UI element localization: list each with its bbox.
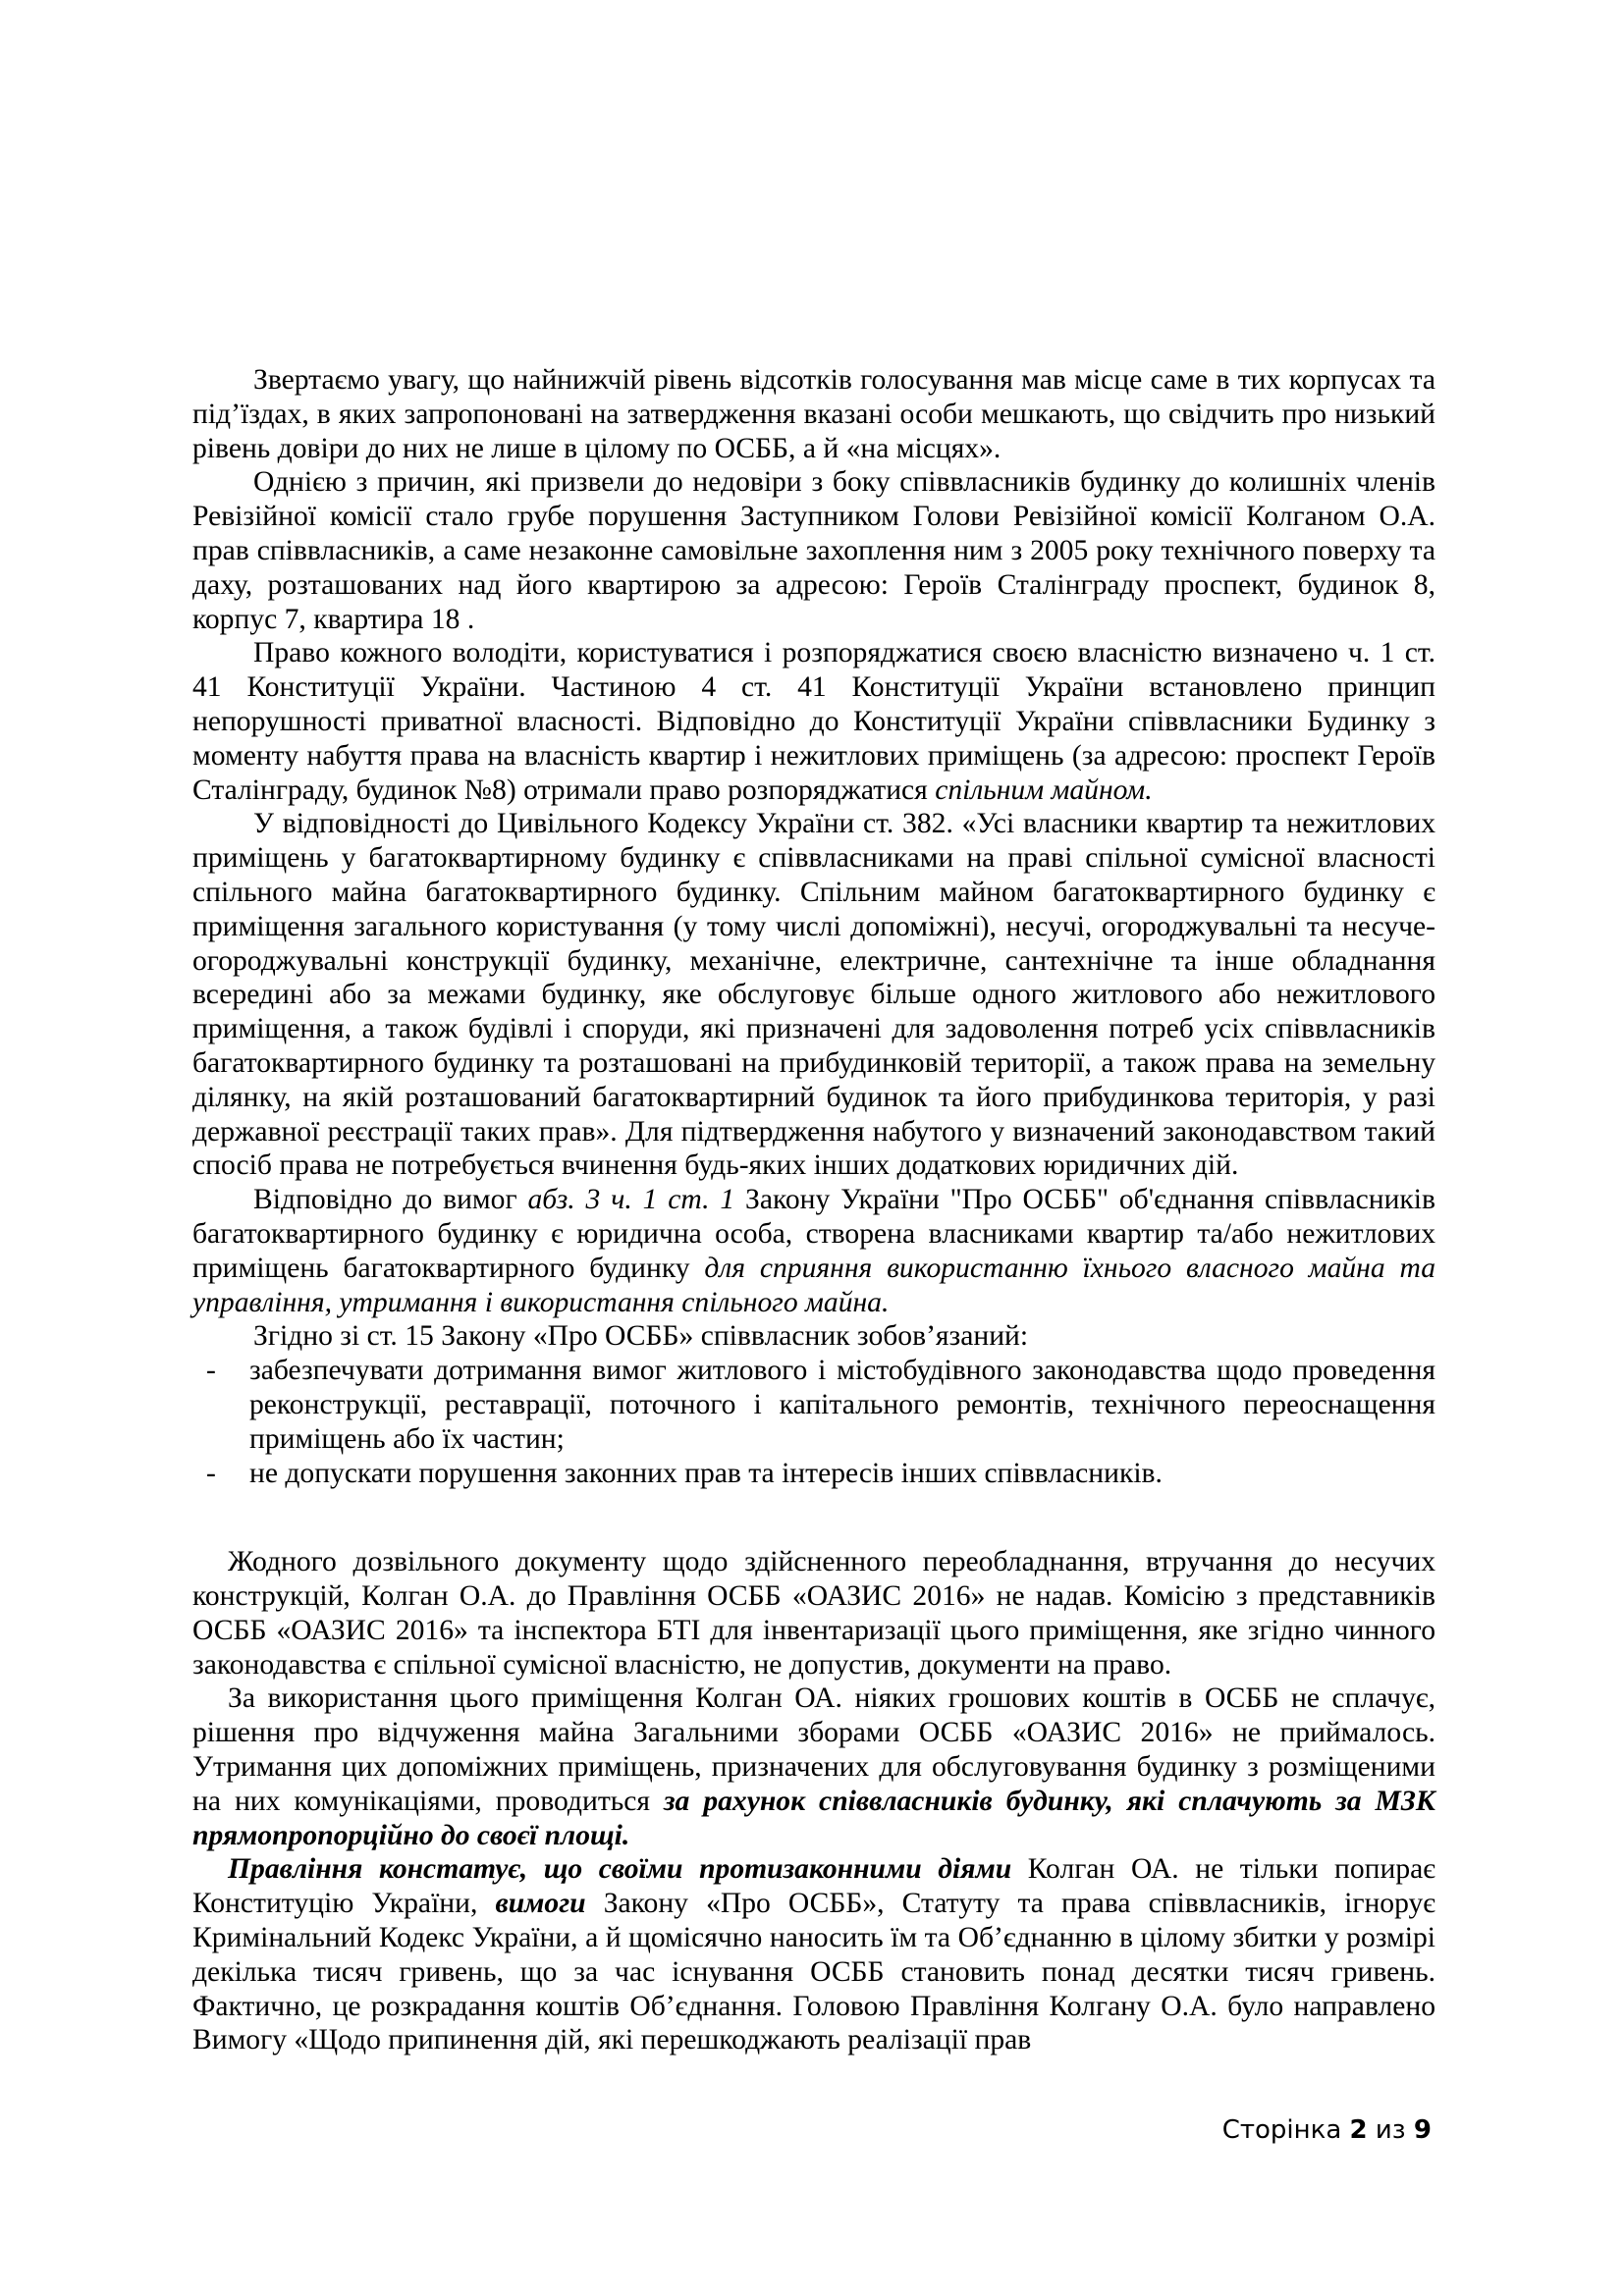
paragraph-osbb-law (192, 1183, 1435, 1319)
paragraph-osbb-law-emphasis: для сприяння використанню їхнього власного майна та управління, утримання і використання спільного майна. (192, 1252, 1435, 1318)
paragraph-osbb-law-ref: абз. 3 ч. 1 ст. 1 (527, 1184, 735, 1216)
paragraph-spacer (192, 1490, 1435, 1545)
paragraph-osbb-law-text-b: Закону України "Про ОСББ" об'єднання співвласників багатоквартирного будинку є юридична особа, створена власниками квартир та/або нежитлових приміщень багатоквартирного будинку (192, 1184, 1435, 1284)
page-number-footer (1222, 2115, 1432, 2145)
list-item-text: забезпечувати дотримання вимог житлового і містобудівного законодавства щодо проведення реконструкції, реставрації, поточного і капітального ремонтів, технічного переоснащення приміщень або їх частин; (249, 1355, 1435, 1455)
paragraph-constitution-emphasis: спільним майном. (935, 774, 1153, 806)
list-item-text: не допускати порушення законних прав та інтересів інших співвласників. (249, 1457, 1163, 1489)
paragraph-board-statement-text-a: Колган ОА. не тільки попирає Конституцію України, (192, 1853, 1435, 1920)
current-page-number: 2 (1349, 2115, 1368, 2145)
paragraph-civil-code (192, 807, 1435, 1183)
paragraph-board-statement (192, 1852, 1435, 2057)
paragraph-payment-emphasis: за рахунок співвласників будинку, які сплачують за МЗК прямопропорційно до своєї площі. (192, 1785, 1435, 1851)
paragraph-payment (192, 1682, 1435, 1852)
total-pages-number: 9 (1413, 2115, 1432, 2145)
paragraph-payment-text: За використання цього приміщення Колган ОА. ніяких грошових коштів в ОСББ не сплачує, рішення про відчуження майна Загальними зборами ОСББ «ОАЗИС 2016» не приймалось. Утримання цих допоміжних приміщень, призначених для обслуговування будинку з розміщеними на них комунікаціями, проводиться (192, 1682, 1435, 1817)
document-body (192, 363, 1435, 2057)
paragraph-board-statement-requirements: вимоги (495, 1888, 586, 1920)
paragraph-board-statement-text-b: Закону «Про ОСББ», Статуту та права співвласників, ігнорує Кримінальний Кодекс України, а й щомісячно наносить їм та Об’єднанню в цілому збитки у розмірі декілька тисяч гривень, що за час існування ОСББ становить понад десятки тисяч гривень. Фактично, це розкрадання коштів Об’єднання. Головою Правління Колгану О.А. було направлено Вимогу «Щодо припинення дій, які перешкоджають реалізації прав (192, 1888, 1435, 2056)
list-dash-marker: - (206, 1355, 216, 1387)
list-dash-marker: - (206, 1457, 216, 1489)
paragraph-civil-code-text: У відповідності до Цивільного Кодексу України ст. 382. «Усі власники квартир та нежитлових приміщень у багатоквартирному будинку є співвласниками на праві спільної сумісної власності спільного майна багатоквартирного будинку. Спільним майном багатоквартирного будинку є приміщення загального користування (у тому числі допоміжні), несучі, огороджувальні та несуче-огороджувальні конструкції будинку, механічне, електричне, сантехнічне та інше обладнання всередині або за межами будинку, яке обслуговує більше одного житлового або нежитлового приміщення, а також будівлі і споруди, які призначені для задоволення потреб усіх співвласників багатоквартирного будинку та розташовані на прибудинковій території, а також права на земельну ділянку, на якій розташований багатоквартирний будинок та його прибудинкова територія, у разі державної реєстрації таких прав». Для підтвердження набутого у визначений законодавством такий спосіб права не потребується вчинення будь-яких інших додаткових юридичних дій. (192, 808, 1435, 1182)
paragraph-voting-text: Звертаємо увагу, що найнижчій рівень відсотків голосування мав місце саме в тих корпусах та під’їздах, в яких запропоновані на затвердження вказані особи мешкають, що свідчить про низький рівень довіри до них не лише в цілому по ОСББ, а й «на місцях». (192, 364, 1435, 464)
list-item (192, 1457, 1435, 1491)
page-label: Сторінка (1221, 2115, 1342, 2145)
paragraph-board-statement-emphasis: Правління констатує, що своїми протизаконними діями (228, 1853, 1012, 1886)
paragraph-no-permit-text: Жодного дозвільного документу щодо здійсненного переобладнання, втручання до несучих конструкцій, Колган О.А. до Правління ОСББ «ОАЗИС 2016» не надав. Комісію з представників ОСББ «ОАЗИС 2016» та інспектора БТІ для інвентаризації цього приміщення, яке згідно чинного законодавства є спільної сумісної власністю, не допустив, документи на право. (192, 1546, 1435, 1681)
paragraph-reason (192, 465, 1435, 636)
paragraph-osbb-law-text-a: Відповідно до вимог (253, 1184, 528, 1216)
list-item (192, 1354, 1435, 1456)
paragraph-voting (192, 363, 1435, 465)
paragraph-constitution (192, 636, 1435, 807)
page-of-label: из (1375, 2115, 1406, 2145)
obligations-list (192, 1354, 1435, 1490)
paragraph-reason-text: Однією з причин, які призвели до недовіри з боку співвласників будинку до колишніх членів Ревізійної комісії стало грубе порушення Заступником Голови Ревізійної комісії Колганом О.А. прав співвласників, а саме незаконне самовільне захоплення ним з 2005 року технічного поверху та даху, розташованих над його квартирою за адресою: Героїв Сталінграду проспект, будинок 8, корпус 7, квартира 18 . (192, 466, 1435, 635)
paragraph-obligations-intro-text: Згідно зі ст. 15 Закону «Про ОСББ» співвласник зобов’язаний: (253, 1320, 1029, 1353)
paragraph-obligations-intro (192, 1319, 1435, 1354)
paragraph-constitution-text: Право кожного володіти, користуватися і розпоряджатися своєю власністю визначено ч. 1 ст. 41 Конституції України. Частиною 4 ст. 41 Конституції України встановлено принцип непорушності приватної власності. Відповідно до Конституції України співвласники Будинку з моменту набуття права на власність квартир і нежитлових приміщень (за адресою: проспект Героїв Сталінграду, будинок №8) отримали право розпоряджатися (192, 637, 1435, 806)
paragraph-no-permit (192, 1545, 1435, 1682)
